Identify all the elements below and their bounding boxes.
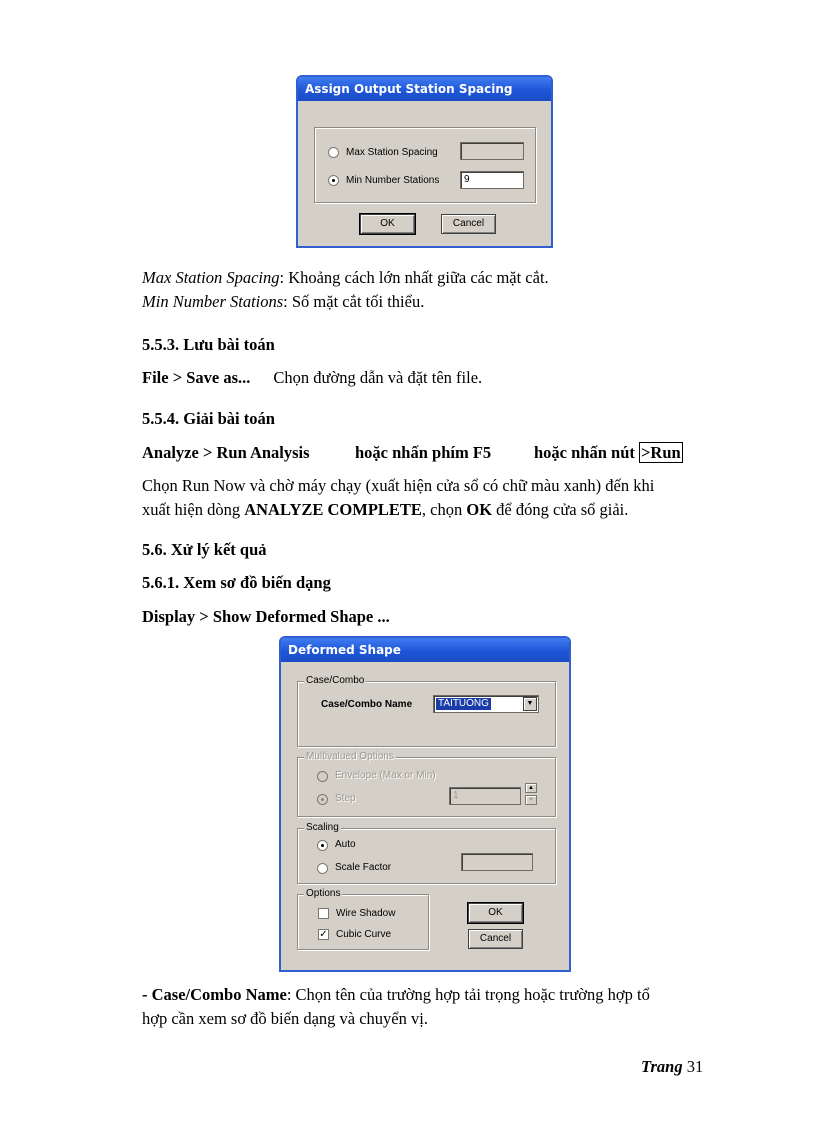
step-radio[interactable] — [317, 794, 328, 805]
max-station-spacing-label: Max Station Spacing — [346, 147, 438, 158]
scale-factor-input[interactable] — [461, 853, 533, 871]
cancel-button[interactable]: Cancel — [441, 214, 496, 234]
auto-scaling-label: Auto — [335, 839, 356, 850]
chevron-down-icon[interactable]: ▼ — [523, 697, 537, 711]
case-combo-description-line-2: hợp cần xem sơ đồ biến dạng và chuyển vị. — [142, 1009, 428, 1028]
assign-output-station-spacing-dialog — [296, 75, 553, 248]
scale-factor-radio[interactable] — [317, 863, 328, 874]
scaling-group-label: Scaling — [306, 822, 339, 833]
page-number: 31 — [686, 1057, 704, 1076]
wire-shadow-label: Wire Shadow — [336, 908, 396, 919]
heading-5-5-3: 5.5.3. Lưu bài toán — [142, 335, 275, 354]
auto-scaling-radio[interactable] — [317, 840, 328, 851]
ok-button[interactable]: OK — [360, 214, 415, 234]
options-group-label: Options — [306, 888, 341, 899]
case-combo-name-label: Case/Combo Name — [321, 699, 413, 710]
envelope-label: Envelope (Max or Min) — [335, 770, 436, 781]
case-combo-group-label: Case/Combo — [306, 675, 365, 686]
min-number-stations-input[interactable]: 9 — [460, 171, 524, 189]
run-description-line-1: Chọn Run Now và chờ máy chạy (xuất hiện cửa sổ có chữ màu xanh) đến khi — [142, 476, 655, 495]
case-combo-description-line-1: - Case/Combo Name: Chọn tên của trường hợp tải trọng hoặc trường hợp tổ — [142, 985, 650, 1004]
page-label: Trang — [641, 1057, 683, 1076]
run-analysis-instruction: Analyze > Run Analysis hoặc nhấn phím F5 hoặc nhấn nút >Run — [142, 443, 681, 462]
heading-5-6: 5.6. Xử lý kết quả — [142, 540, 267, 559]
ok-button[interactable]: OK — [468, 903, 523, 923]
multivalued-options-group-label: Multivalued Options — [306, 751, 394, 762]
envelope-radio[interactable] — [317, 771, 328, 782]
dialog-title: Deformed Shape — [281, 638, 569, 662]
heading-5-5-4: 5.5.4. Giải bài toán — [142, 409, 275, 428]
min-number-stations-radio[interactable] — [328, 175, 339, 186]
spacing-group — [314, 127, 536, 203]
save-as-instruction: File > Save as... Chọn đường dẫn và đặt tên file. — [142, 368, 483, 387]
page-footer — [641, 1057, 703, 1077]
cubic-curve-checkbox[interactable]: ✓ — [319, 929, 328, 940]
min-number-stations-label: Min Number Stations — [346, 175, 440, 186]
definition-max-station-spacing: Max Station Spacing: Khoảng cách lớn nhất giữa các mặt cắt. — [142, 268, 549, 287]
heading-5-6-1: 5.6.1. Xem sơ đồ biến dạng — [142, 573, 331, 592]
definition-min-number-stations: Min Number Stations: Số mặt cắt tối thiểu. — [142, 292, 425, 311]
cancel-button[interactable]: Cancel — [468, 929, 523, 949]
max-station-spacing-radio[interactable] — [328, 147, 339, 158]
run-button-reference: >Run — [641, 443, 681, 462]
step-down-icon[interactable]: ▼ — [525, 795, 537, 805]
scale-factor-label: Scale Factor — [335, 862, 392, 873]
case-combo-group — [297, 675, 556, 747]
options-group — [297, 888, 429, 950]
max-station-spacing-input[interactable] — [460, 142, 524, 160]
run-description-line-2: xuất hiện dòng ANALYZE COMPLETE, chọn OK để đóng cửa sổ giải. — [142, 500, 629, 519]
step-input[interactable]: 1 — [449, 787, 521, 805]
deformed-shape-dialog — [279, 636, 571, 972]
case-combo-selected-value: TAITUONG — [438, 698, 489, 709]
deformed-shape-menu-path: Display > Show Deformed Shape ... — [142, 607, 390, 626]
wire-shadow-checkbox[interactable] — [318, 908, 329, 919]
dialog-title: Assign Output Station Spacing — [298, 77, 551, 101]
case-combo-name-select[interactable] — [433, 695, 539, 713]
step-up-icon[interactable]: ▲ — [525, 783, 537, 793]
cubic-curve-label: Cubic Curve — [336, 929, 392, 940]
step-label: Step — [335, 793, 356, 804]
